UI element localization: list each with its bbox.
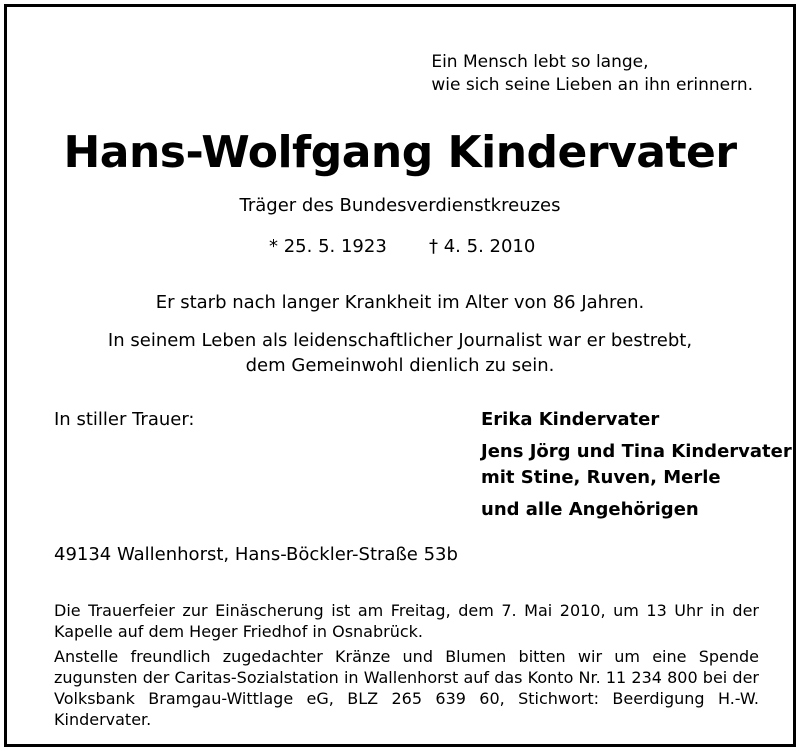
obituary-notice xyxy=(4,4,796,747)
deceased-name: Hans-Wolfgang Kindervater xyxy=(63,127,737,178)
funeral-info: Die Trauerfeier zur Einäscherung ist am Freitag, dem 7. Mai 2010, um 13 Uhr in der Kapelle auf dem Heger Friedhof in Osnabrück. xyxy=(54,601,759,641)
life-statement xyxy=(7,328,793,378)
quote-line-2: wie sich seine Lieben an ihn erinnern. xyxy=(431,75,753,95)
donation-request: Anstelle freundlich zugedachter Kränze und Blumen bitten wir um eine Spende zugunsten der Caritas-Sozialstation in Wallenhorst auf das Konto Nr. 11 234 800 bei der Volksbank Bramgau-Wittlage eG, BLZ 265 639 60, Stichwort: Beerdigung H.-W. Kindervater. xyxy=(54,647,759,729)
life-statement-line-2: dem Gemeinwohl dienlich zu sein. xyxy=(245,355,555,376)
honor-title: Träger des Bundesverdienstkreuzes xyxy=(239,195,561,216)
quote-line-1: Ein Mensch lebt so lange, xyxy=(431,52,649,72)
mourner-name: Jens Jörg und Tina Kindervater xyxy=(481,441,792,462)
mourners-list xyxy=(481,407,792,523)
family-address: 49134 Wallenhorst, Hans-Böckler-Straße 53b xyxy=(54,544,458,565)
mourner-name: mit Stine, Ruven, Merle xyxy=(481,467,721,488)
birth-date: * 25. 5. 1923 xyxy=(269,236,387,257)
mourner-name: und alle Angehörigen xyxy=(481,499,699,520)
life-statement-line-1: In seinem Leben als leidenschaftlicher Journalist war er bestrebt, xyxy=(107,330,693,351)
epigraph-quote xyxy=(431,51,753,97)
mourner-name: Erika Kindervater xyxy=(481,409,660,430)
death-date: † 4. 5. 2010 xyxy=(429,236,536,257)
death-note: Er starb nach langer Krankheit im Alter von 86 Jahren. xyxy=(155,292,645,313)
mourning-label: In stiller Trauer: xyxy=(54,409,195,430)
